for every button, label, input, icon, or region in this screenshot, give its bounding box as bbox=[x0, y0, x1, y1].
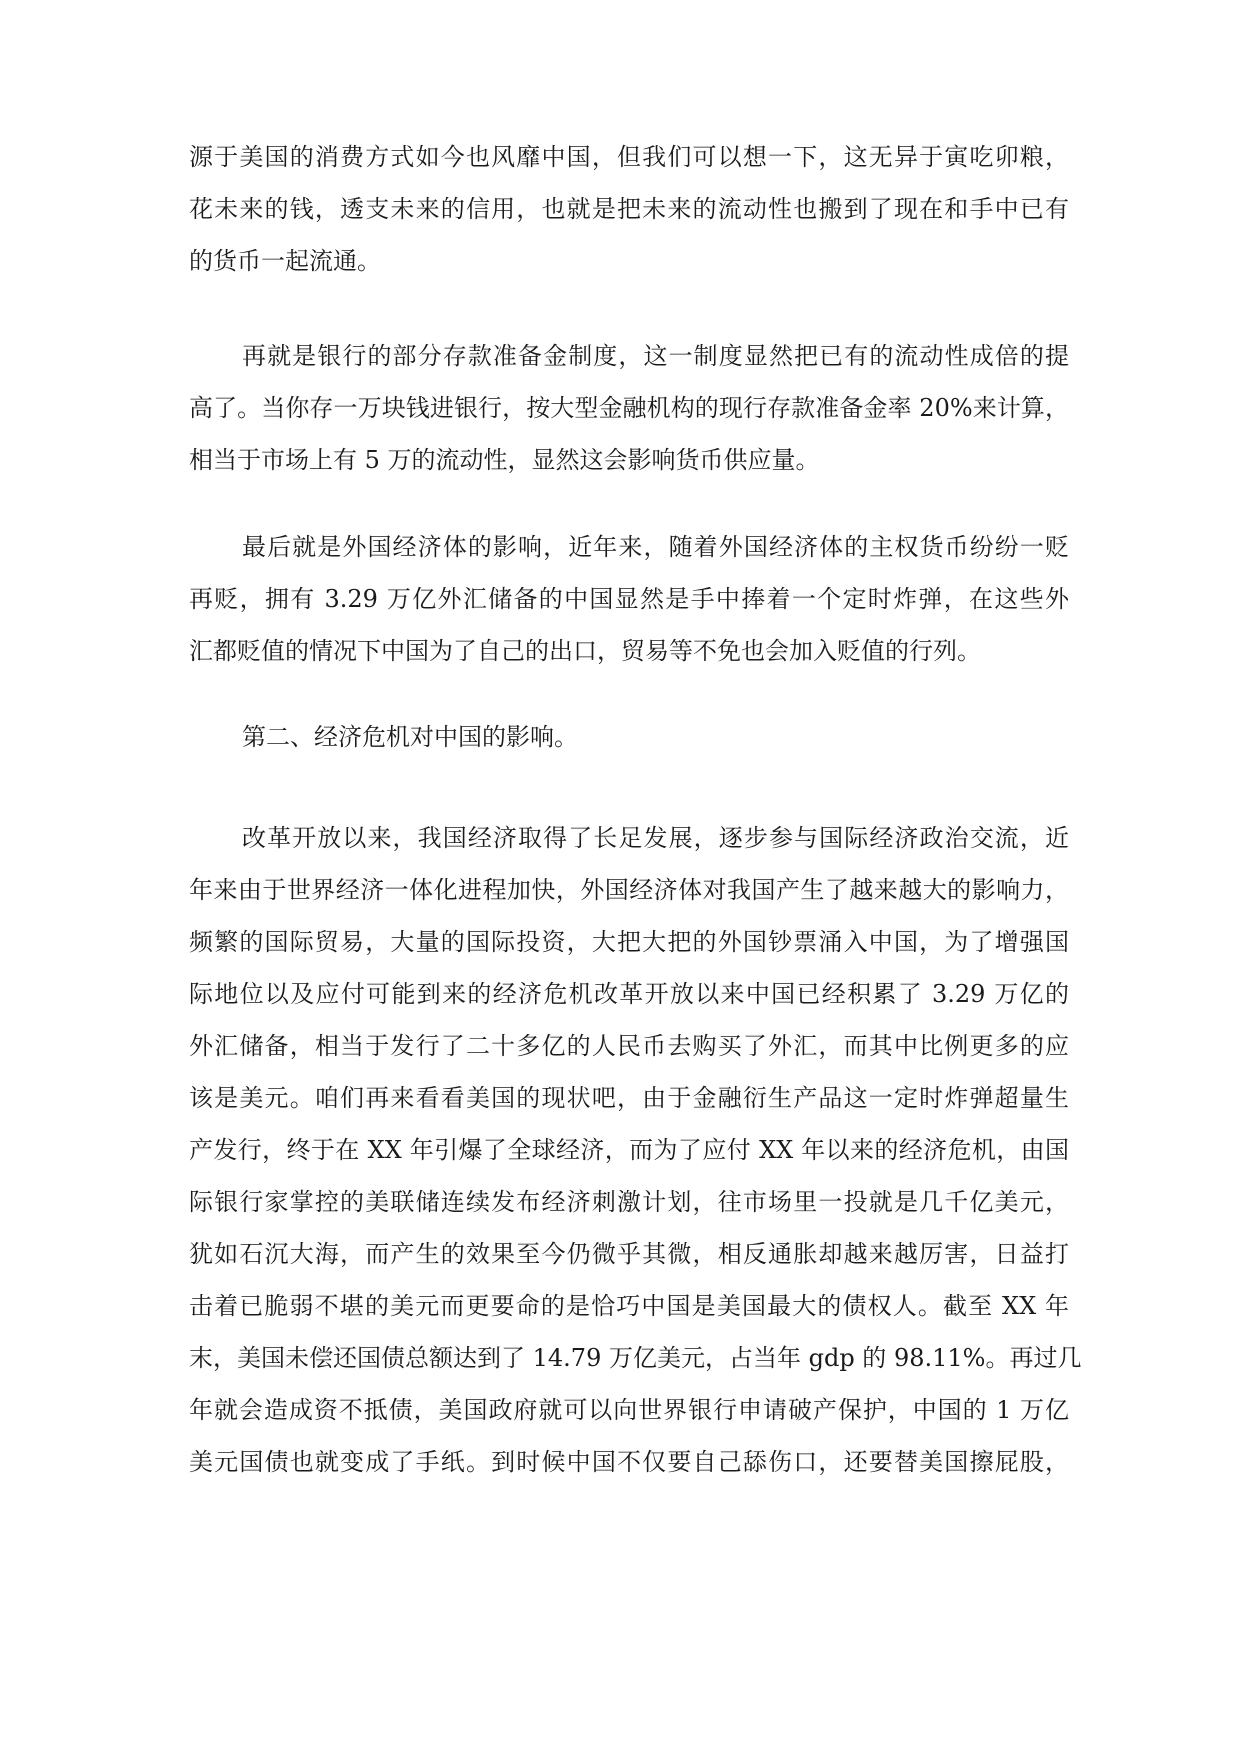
text-line: 际银行家掌控的美联储连续发布经济刺激计划，往市场里一投就是几千亿美元， bbox=[189, 1188, 1069, 1216]
paragraph-consumption bbox=[189, 131, 1069, 287]
text-line: 年就会造成资不抵债，美国政府就可以向世界银行申请破产保护，中国的 1 万亿 bbox=[189, 1396, 1069, 1424]
section-heading bbox=[189, 711, 1069, 763]
text-line: 源于美国的消费方式如今也风靡中国，但我们可以想一下，这无异于寅吃卯粮， bbox=[189, 143, 1069, 171]
text-line: 花未来的钱，透支未来的信用，也就是把未来的流动性也搬到了现在和手中已有 bbox=[189, 195, 1069, 223]
text-line: 的货币一起流通。 bbox=[189, 247, 381, 275]
paragraph-reserve-requirement bbox=[189, 330, 1069, 486]
text-line: 再就是银行的部分存款准备金制度，这一制度显然把已有的流动性成倍的提 bbox=[242, 342, 1069, 370]
text-line: 末，美国未偿还国债总额达到了 14.79 万亿美元，占当年 gdp 的 98.11%。再过几 bbox=[189, 1344, 1082, 1372]
text-line: 产发行，终于在 XX 年引爆了全球经济，而为了应付 XX 年以来的经济危机，由国 bbox=[189, 1136, 1069, 1164]
text-line: 外汇储备，相当于发行了二十多亿的人民币去购买了外汇，而其中比例更多的应 bbox=[189, 1032, 1069, 1060]
text-line: 频繁的国际贸易，大量的国际投资，大把大把的外国钞票涌入中国，为了增强国 bbox=[189, 928, 1069, 956]
text-line: 最后就是外国经济体的影响，近年来，随着外国经济体的主权货币纷纷一贬 bbox=[242, 533, 1069, 561]
text-line: 该是美元。咱们再来看看美国的现状吧，由于金融衍生产品这一定时炸弹超量生 bbox=[189, 1084, 1069, 1112]
paragraph-crisis-impact bbox=[189, 812, 1082, 1488]
text-line: 相当于市场上有 5 万的流动性，显然这会影响货币供应量。 bbox=[189, 446, 820, 474]
section-heading-text: 第二、经济危机对中国的影响。 bbox=[242, 723, 578, 751]
text-line: 改革开放以来，我国经济取得了长足发展，逐步参与国际经济政治交流，近 bbox=[242, 824, 1069, 852]
text-line: 美元国债也就变成了手纸。到时候中国不仅要自己舔伤口，还要替美国擦屁股， bbox=[189, 1448, 1069, 1476]
text-line: 犹如石沉大海，而产生的效果至今仍微乎其微，相反通胀却越来越厉害，日益打 bbox=[189, 1240, 1069, 1268]
paragraph-foreign-economies bbox=[189, 521, 1069, 677]
text-line: 年来由于世界经济一体化进程加快，外国经济体对我国产生了越来越大的影响力， bbox=[189, 876, 1069, 904]
text-line: 高了。当你存一万块钱进银行，按大型金融机构的现行存款准备金率 20%来计算， bbox=[189, 394, 1069, 422]
text-line: 汇都贬值的情况下中国为了自己的出口，贸易等不免也会加入贬值的行列。 bbox=[189, 637, 981, 665]
text-line: 击着已脆弱不堪的美元而更要命的是恰巧中国是美国最大的债权人。截至 XX 年 bbox=[189, 1292, 1069, 1320]
text-line: 再贬，拥有 3.29 万亿外汇储备的中国显然是手中捧着一个定时炸弹，在这些外 bbox=[189, 585, 1069, 613]
text-line: 际地位以及应付可能到来的经济危机改革开放以来中国已经积累了 3.29 万亿的 bbox=[189, 980, 1069, 1008]
